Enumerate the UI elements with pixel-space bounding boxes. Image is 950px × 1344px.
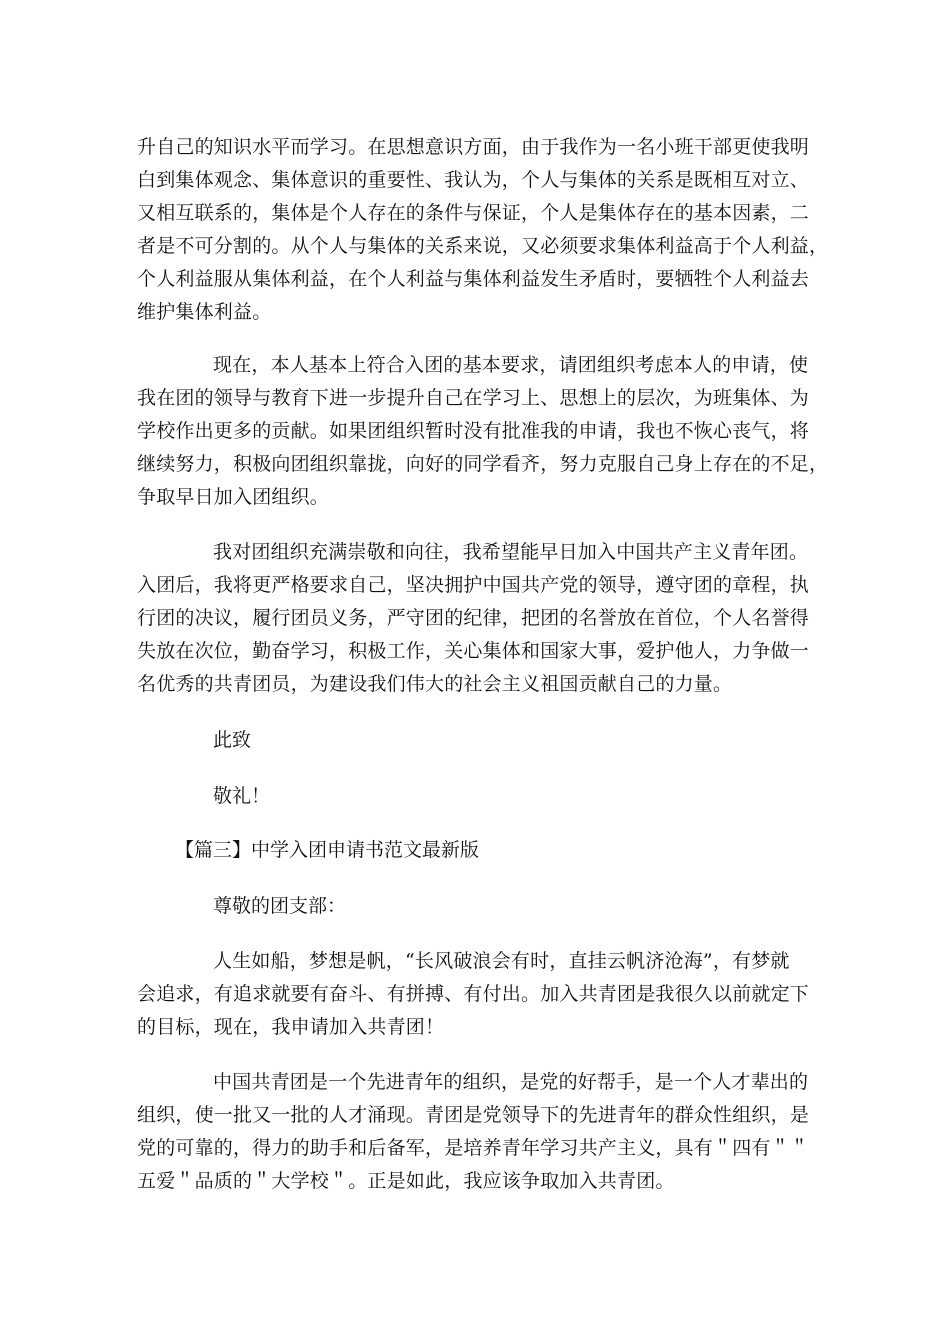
salutation: 尊敬的团支部： bbox=[213, 895, 347, 917]
paragraph-4 bbox=[137, 945, 817, 1044]
paragraph-3 bbox=[137, 536, 817, 701]
paragraph-line: 党的可靠的，得力的助手和后备军，是培养青年学习共产主义，具有＂四有＂＂ bbox=[137, 1137, 810, 1159]
paragraph-line: 组织，使一批又一批的人才涌现。青团是党领导下的先进青年的群众性组织，是 bbox=[137, 1104, 810, 1126]
paragraph-line: 我在团的领导与教育下进一步提升自己在学习上、思想上的层次，为班集体、为 bbox=[137, 387, 810, 409]
paragraph-line: 名优秀的共青团员，为建设我们伟大的社会主义祖国贡献自己的力量。 bbox=[137, 673, 733, 695]
paragraph-line: 升自己的知识水平而学习。在思想意识方面，由于我作为一名小班干部更使我明 bbox=[137, 136, 810, 158]
paragraph-line: 行团的决议，履行团员义务，严守团的纪律，把团的名誉放在首位，个人名誉得 bbox=[137, 607, 810, 629]
paragraph-line: 者是不可分割的。从个人与集体的关系来说，又必须要求集体利益高于个人利益， bbox=[137, 235, 829, 257]
paragraph-5 bbox=[137, 1066, 817, 1198]
paragraph-line: 人生如船，梦想是帆，“长风破浪会有时，直挂云帆济沧海”，有梦就 bbox=[213, 950, 790, 972]
paragraph-line: 维护集体利益。 bbox=[137, 301, 272, 323]
closing-line-2: 敬礼！ bbox=[213, 785, 271, 807]
paragraph-line: 五爱＂品质的＂大学校＂。正是如此，我应该争取加入共青团。 bbox=[137, 1170, 675, 1192]
paragraph-line: 我对团组织充满崇敬和向往，我希望能早日加入中国共产主义青年团。 bbox=[213, 541, 809, 563]
paragraph-line: 会追求，有追求就要有奋斗、有拼搏、有付出。加入共青团是我很久以前就定下 bbox=[137, 983, 810, 1005]
paragraph-1 bbox=[137, 131, 829, 329]
paragraph-line: 失放在次位，勤奋学习，积极工作，关心集体和国家大事，爱护他人，力争做一 bbox=[137, 640, 810, 662]
paragraph-line: 又相互联系的，集体是个人存在的条件与保证，个人是集体存在的基本因素，二 bbox=[137, 202, 810, 224]
paragraph-line: 争取早日加入团组织。 bbox=[137, 486, 330, 508]
paragraph-line: 白到集体观念、集体意识的重要性、我认为，个人与集体的关系是既相互对立、 bbox=[137, 169, 810, 191]
paragraph-line: 学校作出更多的贡献。如果团组织暂时没有批准我的申请，我也不恢心丧气，将 bbox=[137, 420, 810, 442]
paragraph-2 bbox=[137, 349, 829, 514]
paragraph-line: 继续努力，积极向团组织靠拢，向好的同学看齐，努力克服自己身上存在的不足， bbox=[137, 453, 829, 475]
section-title: 【篇三】中学入团申请书范文最新版 bbox=[175, 839, 480, 861]
paragraph-line: 入团后，我将更严格要求自己，坚决拥护中国共产党的领导，遵守团的章程，执 bbox=[137, 574, 810, 596]
closing-line-1: 此致 bbox=[213, 729, 252, 751]
paragraph-line: 现在，本人基本上符合入团的基本要求，请团组织考虑本人的申请，使 bbox=[213, 354, 809, 376]
paragraph-line: 个人利益服从集体利益，在个人利益与集体利益发生矛盾时，要牺牲个人利益去 bbox=[137, 268, 810, 290]
paragraph-line: 的目标，现在，我申请加入共青团！ bbox=[137, 1016, 445, 1038]
paragraph-line: 中国共青团是一个先进青年的组织，是党的好帮手，是一个人才辈出的 bbox=[213, 1071, 809, 1093]
